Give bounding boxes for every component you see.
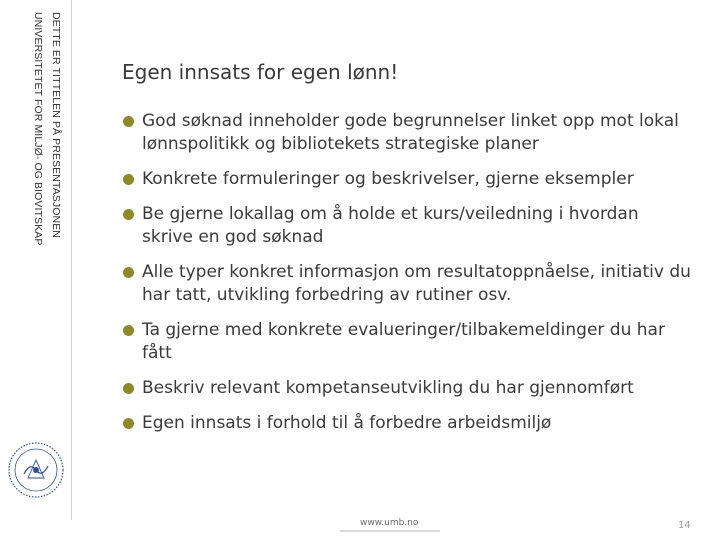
footer-url: www.umb.no: [360, 518, 419, 528]
bullet-text: Be gjerne lokallag om å holde et kurs/veiledning i hvordan skrive en god søknad: [142, 204, 639, 247]
bullet-dot-icon: [123, 116, 134, 127]
bullet-text: Egen innsats i forhold til å forbedre arbeidsmiljø: [142, 413, 552, 433]
university-seal-logo: [6, 440, 66, 500]
bullet-item: [122, 110, 692, 156]
university-name-vertical: UNIVERSITETET FOR MILJØ- OG BIOVITSKAP: [32, 12, 44, 246]
bullet-item: [122, 261, 692, 307]
page-number: 14: [678, 520, 691, 531]
bullet-text: Beskriv relevant kompetanseutvikling du har gjennomført: [142, 378, 634, 398]
bullet-item: [122, 168, 692, 191]
bullet-dot-icon: [123, 209, 134, 220]
bullet-dot-icon: [123, 267, 134, 278]
bullet-item: [122, 319, 692, 365]
bullet-text: Konkrete formuleringer og beskrivelser, gjerne eksempler: [142, 169, 634, 189]
presentation-title-vertical: DETTE ER TITTELEN PÅ PRESENTASJONEN: [50, 12, 62, 238]
bullet-item: [122, 377, 692, 400]
slide-title: Egen innsats for egen lønn!: [122, 60, 399, 84]
footer-divider: [340, 530, 440, 532]
sidebar: [0, 0, 72, 540]
bullet-text: God søknad inneholder gode begrunnelser linket opp mot lokal lønnspolitikk og bibliotekets strategiske planer: [142, 111, 679, 154]
bullet-dot-icon: [123, 383, 134, 394]
bullet-item: [122, 203, 692, 249]
sidebar-divider: [71, 0, 72, 520]
bullet-dot-icon: [123, 418, 134, 429]
bullet-list: [122, 110, 692, 447]
bullet-dot-icon: [123, 174, 134, 185]
bullet-text: Alle typer konkret informasjon om resultatoppnåelse, initiativ du har tatt, utvikling forbedring av rutiner osv.: [142, 262, 691, 305]
bullet-item: [122, 412, 692, 435]
bullet-dot-icon: [123, 325, 134, 336]
bullet-text: Ta gjerne med konkrete evalueringer/tilbakemeldinger du har fått: [142, 320, 665, 363]
